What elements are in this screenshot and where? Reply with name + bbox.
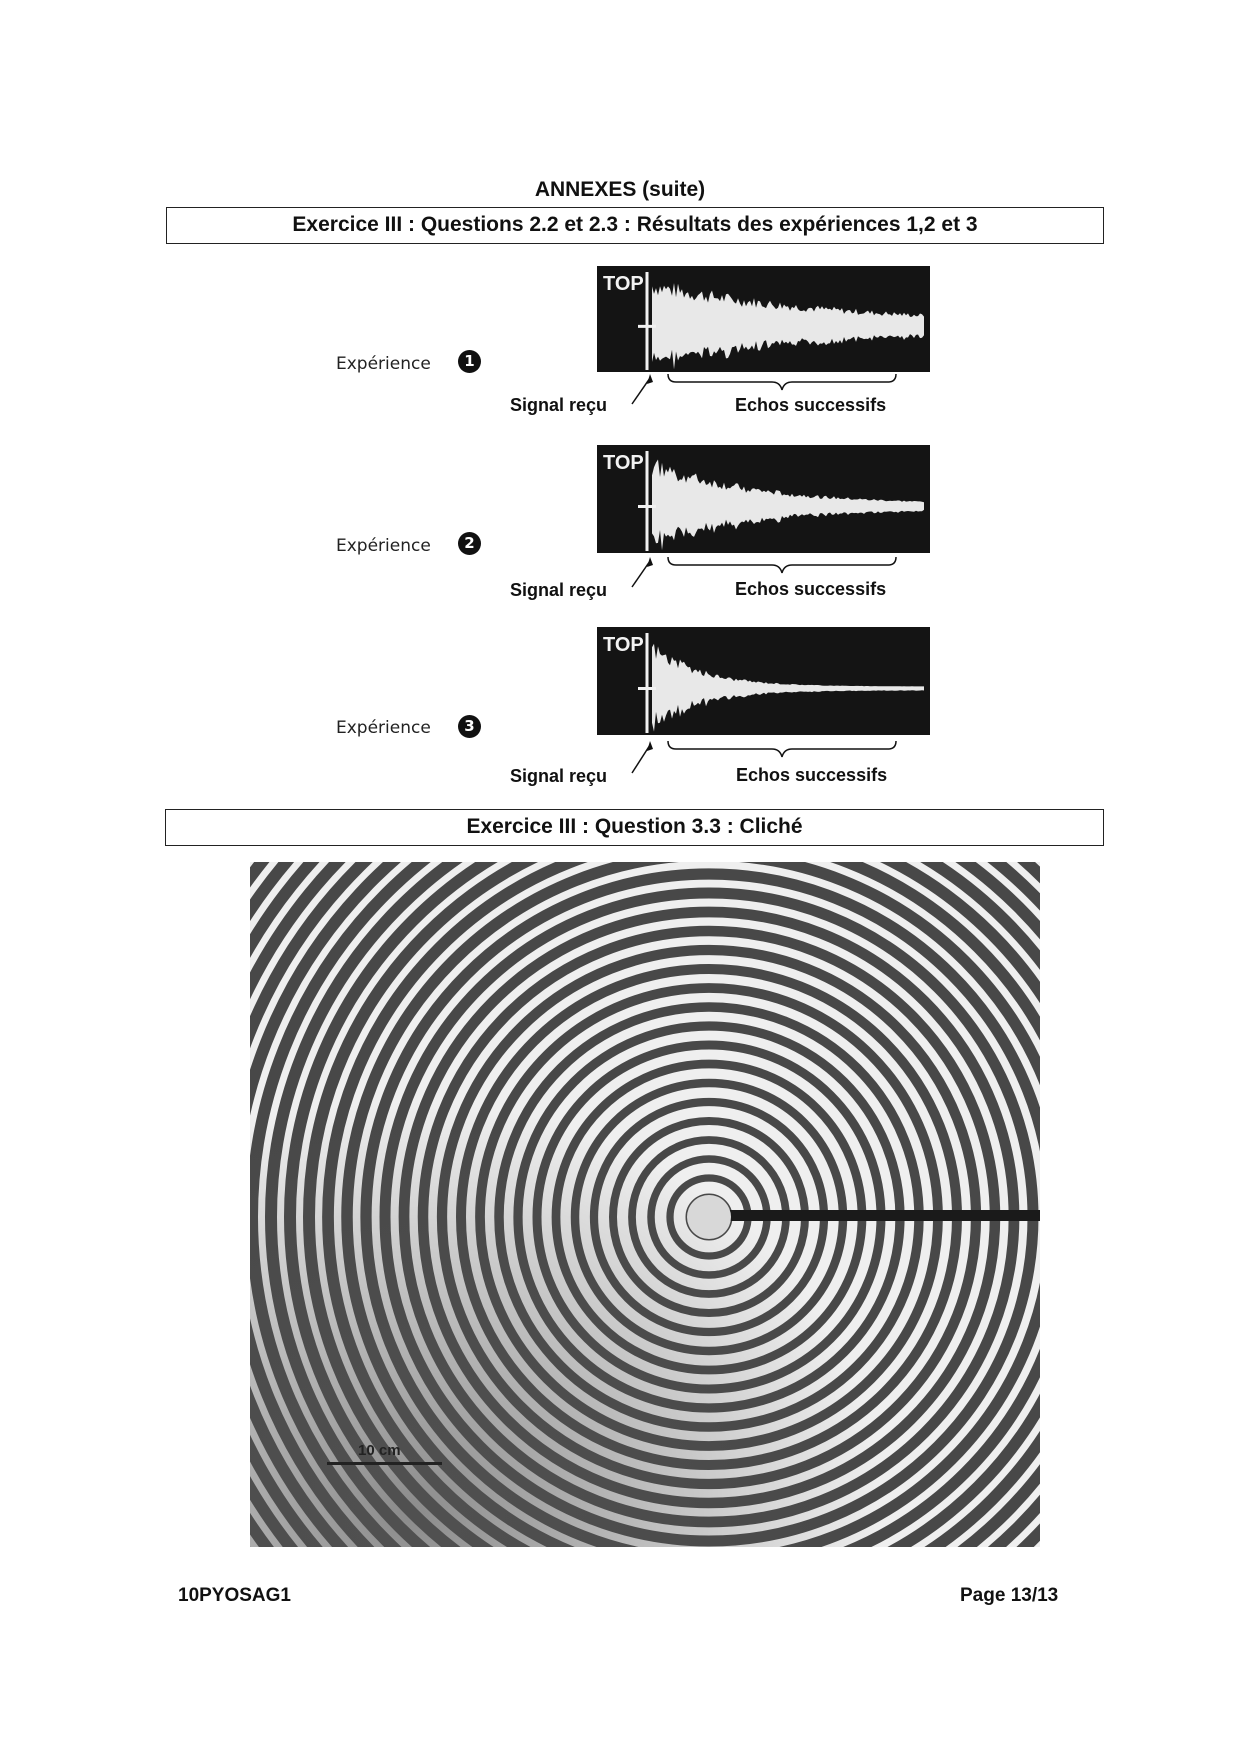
echo-label-3: Echos successifs — [736, 765, 888, 785]
signal-label-2: Signal reçu — [510, 580, 608, 600]
echo-envelope — [652, 283, 924, 369]
experiment-label-1: Expérience — [336, 354, 431, 374]
experiment-label-2: Expérience — [336, 536, 431, 556]
echo-label-2: Echos successifs — [735, 579, 887, 599]
oscilloscope-trace-2 — [597, 445, 930, 553]
echo-envelope — [652, 460, 924, 551]
signal-label-1: Signal reçu — [510, 395, 608, 415]
scope-top-marker: TOP — [603, 452, 644, 474]
section-heading-results: Exercice III : Questions 2.2 et 2.3 : Résultats des expériences 1,2 et 3 — [166, 207, 1104, 244]
experiment-label-3: Expérience — [336, 718, 431, 738]
scope-top-marker: TOP — [603, 634, 644, 656]
scale-label: 10 cm — [358, 1442, 401, 1459]
oscilloscope-trace-1 — [597, 266, 930, 372]
echo-envelope — [652, 644, 924, 732]
signal-label-3: Signal reçu — [510, 766, 608, 786]
scale-bar — [327, 1462, 442, 1465]
annotation-arrow-brace-1 — [600, 370, 930, 410]
ripple-photo — [250, 862, 1040, 1547]
annotation-arrow-brace-2 — [600, 551, 930, 591]
experiment-number-1: 1 — [458, 350, 481, 373]
scope-top-marker: TOP — [603, 273, 644, 295]
waveform-2 — [597, 445, 930, 553]
annotation-arrow-brace-3 — [600, 733, 930, 775]
waveform-1 — [597, 266, 930, 372]
vibrator-rod — [724, 1210, 1040, 1221]
section-heading-cliche: Exercice III : Question 3.3 : Cliché — [165, 809, 1104, 846]
page-title: ANNEXES (suite) — [534, 178, 706, 201]
experiment-number-3: 3 — [458, 715, 481, 738]
footer-page: Page 13/13 — [960, 1585, 1059, 1606]
experiment-number-2: 2 — [458, 532, 481, 555]
oscilloscope-trace-3 — [597, 627, 930, 735]
waveform-3 — [597, 627, 930, 735]
echo-label-1: Echos successifs — [735, 395, 887, 415]
footer-code: 10PYOSAG1 — [178, 1585, 291, 1606]
